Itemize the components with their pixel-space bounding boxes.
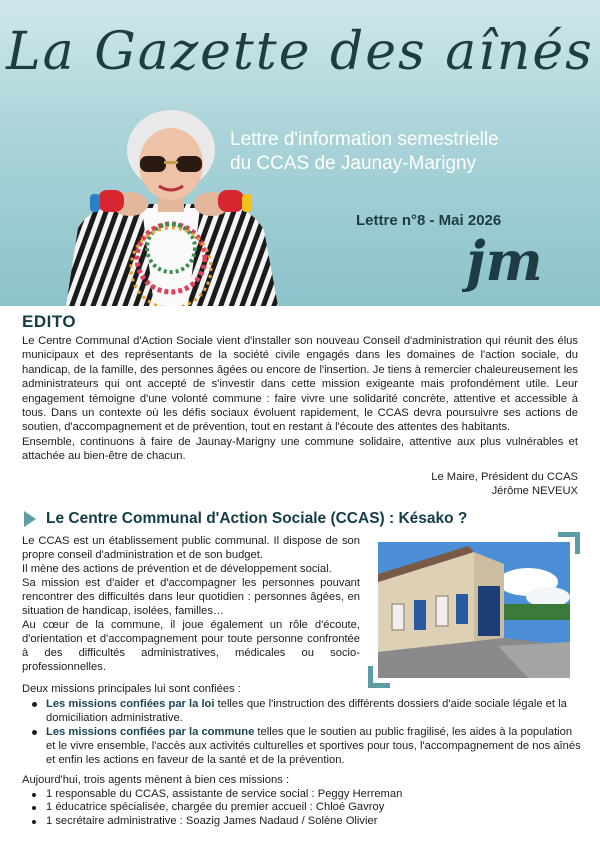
- subtitle-line-1: Lettre d'information semestrielle: [230, 129, 499, 150]
- missions-intro: Deux missions principales lui sont confiées :: [22, 683, 241, 695]
- arrow-bullet-icon: [22, 510, 38, 528]
- list-item: [22, 725, 582, 767]
- list-item: 1 secrétaire administrative : Soazig James Nadaud / Solène Olivier: [22, 815, 582, 829]
- missions-section: [22, 682, 582, 767]
- ccas-paragraph: Le CCAS est un établissement public communal. Il dispose de son propre conseil d'administration et de son budget.: [22, 535, 360, 561]
- edito-signature: [431, 470, 578, 498]
- ccas-paragraph: Sa mission est d'aider et d'accompagner les personnes pouvant rencontrer des difficultés dans leur quotidien : personnes âgées, en situation de handicap, isolées, familles…: [22, 577, 360, 617]
- mission-text: telles que le soutien au public fragilisé, les aides à la population et le vivre ensemble, l'accès aux activités culturelles et sportives pour tous, l'accompagnement de nos aînés et enfin les actions en faveur de la santé et de la prévention.: [46, 726, 581, 766]
- agents-section: [22, 774, 582, 828]
- agents-intro: Aujourd'hui, trois agents mènent à bien ces missions :: [22, 774, 290, 786]
- ccas-heading: [22, 510, 467, 528]
- signature-name: Jérôme NEVEUX: [491, 485, 578, 497]
- ccas-paragraph: Au cœur de la commune, il joue également un rôle d'écoute, d'orientation et d'accompagnement pour toute personne confrontée à des difficultés administratives, médicales ou socio-professionnelles.: [22, 619, 360, 673]
- masthead-title: La Gazette des aînés: [6, 22, 594, 82]
- subtitle-line-2: du CCAS de Jaunay-Marigny: [230, 153, 477, 174]
- logo-text: jm: [466, 230, 543, 293]
- jm-logo-icon: [462, 230, 578, 296]
- ccas-title: Le Centre Communal d'Action Sociale (CCAS) : Késako ?: [46, 510, 468, 527]
- issue-number: Lettre n°8 - Mai 2026: [356, 212, 502, 229]
- agents-list: [22, 788, 582, 829]
- newsletter-subtitle: [230, 128, 590, 176]
- signature-role: Le Maire, Président du CCAS: [431, 471, 578, 483]
- list-item: 1 responsable du CCAS, assistante de service social : Peggy Herreman: [22, 788, 582, 802]
- gazette-header: [0, 0, 600, 306]
- edito-heading: EDITO: [22, 312, 77, 331]
- edito-text: [22, 334, 578, 464]
- missions-list: [22, 697, 582, 767]
- edito-paragraph: Ensemble, continuons à faire de Jaunay-Marigny une commune solidaire, attentive aux plus vulnérables et attachée au bien-être de chacun.: [22, 435, 578, 463]
- mission-label: Les missions confiées par la loi: [46, 698, 215, 710]
- ccas-building-photo: [368, 532, 580, 688]
- edito-paragraph: Le Centre Communal d'Action Sociale vient d'installer son nouveau Conseil d'administration qui réunit des élus municipaux et des représentants de la société civile engagés dans les domaines de l'action sociale, du handicap, de la famille, des personnes âgées ou encore de l'insertion. Je tiens à remercier chaleureusement les administrateurs qui ont accepté de s'investir dans cette mission exigeante mais profondément utile. Leur engagement témoigne d'une volonté commune : faire vivre une solidarité concrète, attentive et accessible à tous. Dans un contexte où les défis sociaux évoluent rapidement, le CCAS devra poursuivre ses actions de soutien, d'accompagnement et de prévention, tout en restant à l'écoute des attentes des habitants.: [22, 335, 578, 434]
- ccas-description: [22, 534, 360, 674]
- list-item: 1 éducatrice spécialisée, chargée du premier accueil : Chloé Gavroy: [22, 801, 582, 815]
- mission-label: Les missions confiées par la commune: [46, 726, 255, 738]
- ccas-paragraph: Il mène des actions de prévention et de développement social.: [22, 563, 332, 575]
- building-image: [378, 542, 570, 678]
- list-item: [22, 697, 582, 725]
- mission-text: telles que l'instruction des différents dossiers d'aide sociale légale et la domiciliation administrative.: [46, 698, 567, 724]
